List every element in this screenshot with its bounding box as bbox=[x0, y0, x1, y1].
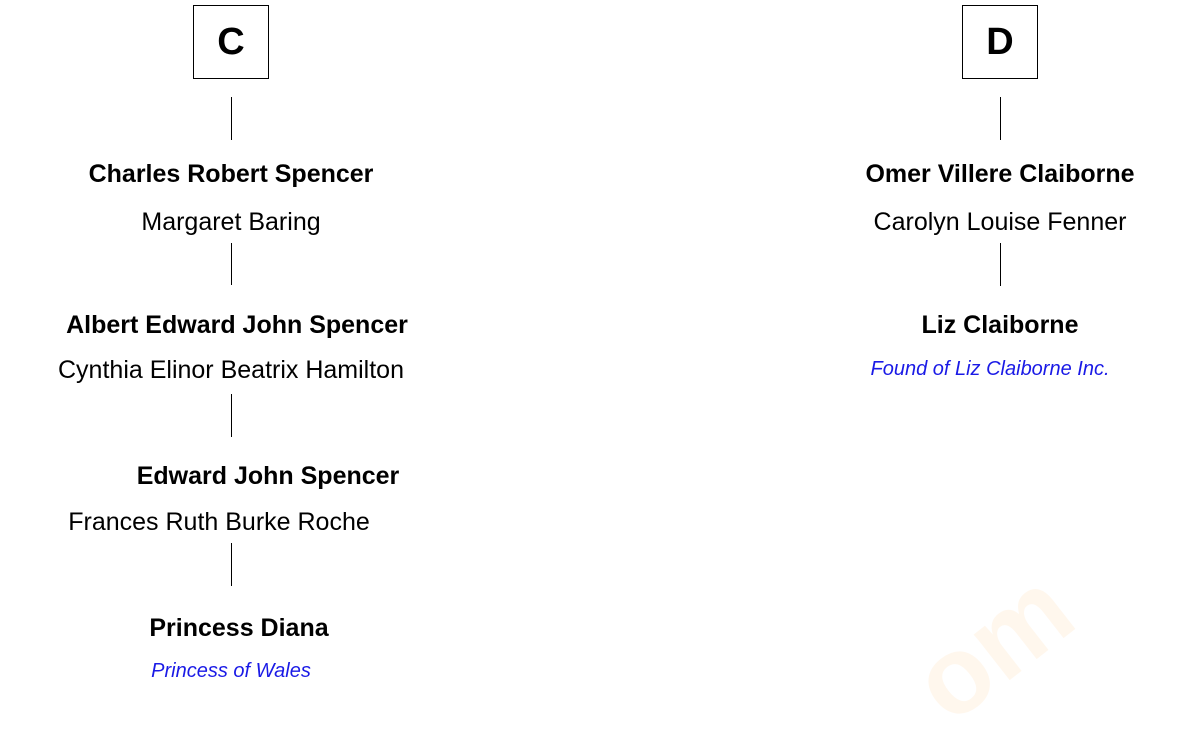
spouse-name: Carolyn Louise Fenner bbox=[873, 208, 1127, 236]
spouse-name: Margaret Baring bbox=[141, 208, 321, 236]
watermark: om bbox=[889, 546, 1096, 746]
person-note: Princess of Wales bbox=[151, 660, 311, 682]
connector-line bbox=[231, 243, 232, 285]
connector-line bbox=[1000, 97, 1001, 140]
spouse-name: Cynthia Elinor Beatrix Hamilton bbox=[58, 356, 404, 384]
tree-label-c bbox=[193, 5, 269, 79]
tree-label-c-text: C bbox=[217, 20, 245, 63]
person-name: Omer Villere Claiborne bbox=[865, 160, 1135, 188]
person-name: Liz Claiborne bbox=[921, 311, 1079, 339]
connector-line bbox=[231, 97, 232, 140]
person-name: Albert Edward John Spencer bbox=[66, 311, 408, 339]
person-name: Princess Diana bbox=[149, 614, 329, 642]
connector-line bbox=[231, 543, 232, 586]
person-name: Charles Robert Spencer bbox=[88, 160, 374, 188]
spouse-name: Frances Ruth Burke Roche bbox=[68, 508, 370, 536]
connector-line bbox=[231, 394, 232, 437]
connector-line bbox=[1000, 243, 1001, 286]
person-name: Edward John Spencer bbox=[136, 462, 400, 490]
tree-label-d bbox=[962, 5, 1038, 79]
person-note: Found of Liz Claiborne Inc. bbox=[870, 358, 1110, 380]
tree-label-d-text: D bbox=[986, 20, 1014, 63]
